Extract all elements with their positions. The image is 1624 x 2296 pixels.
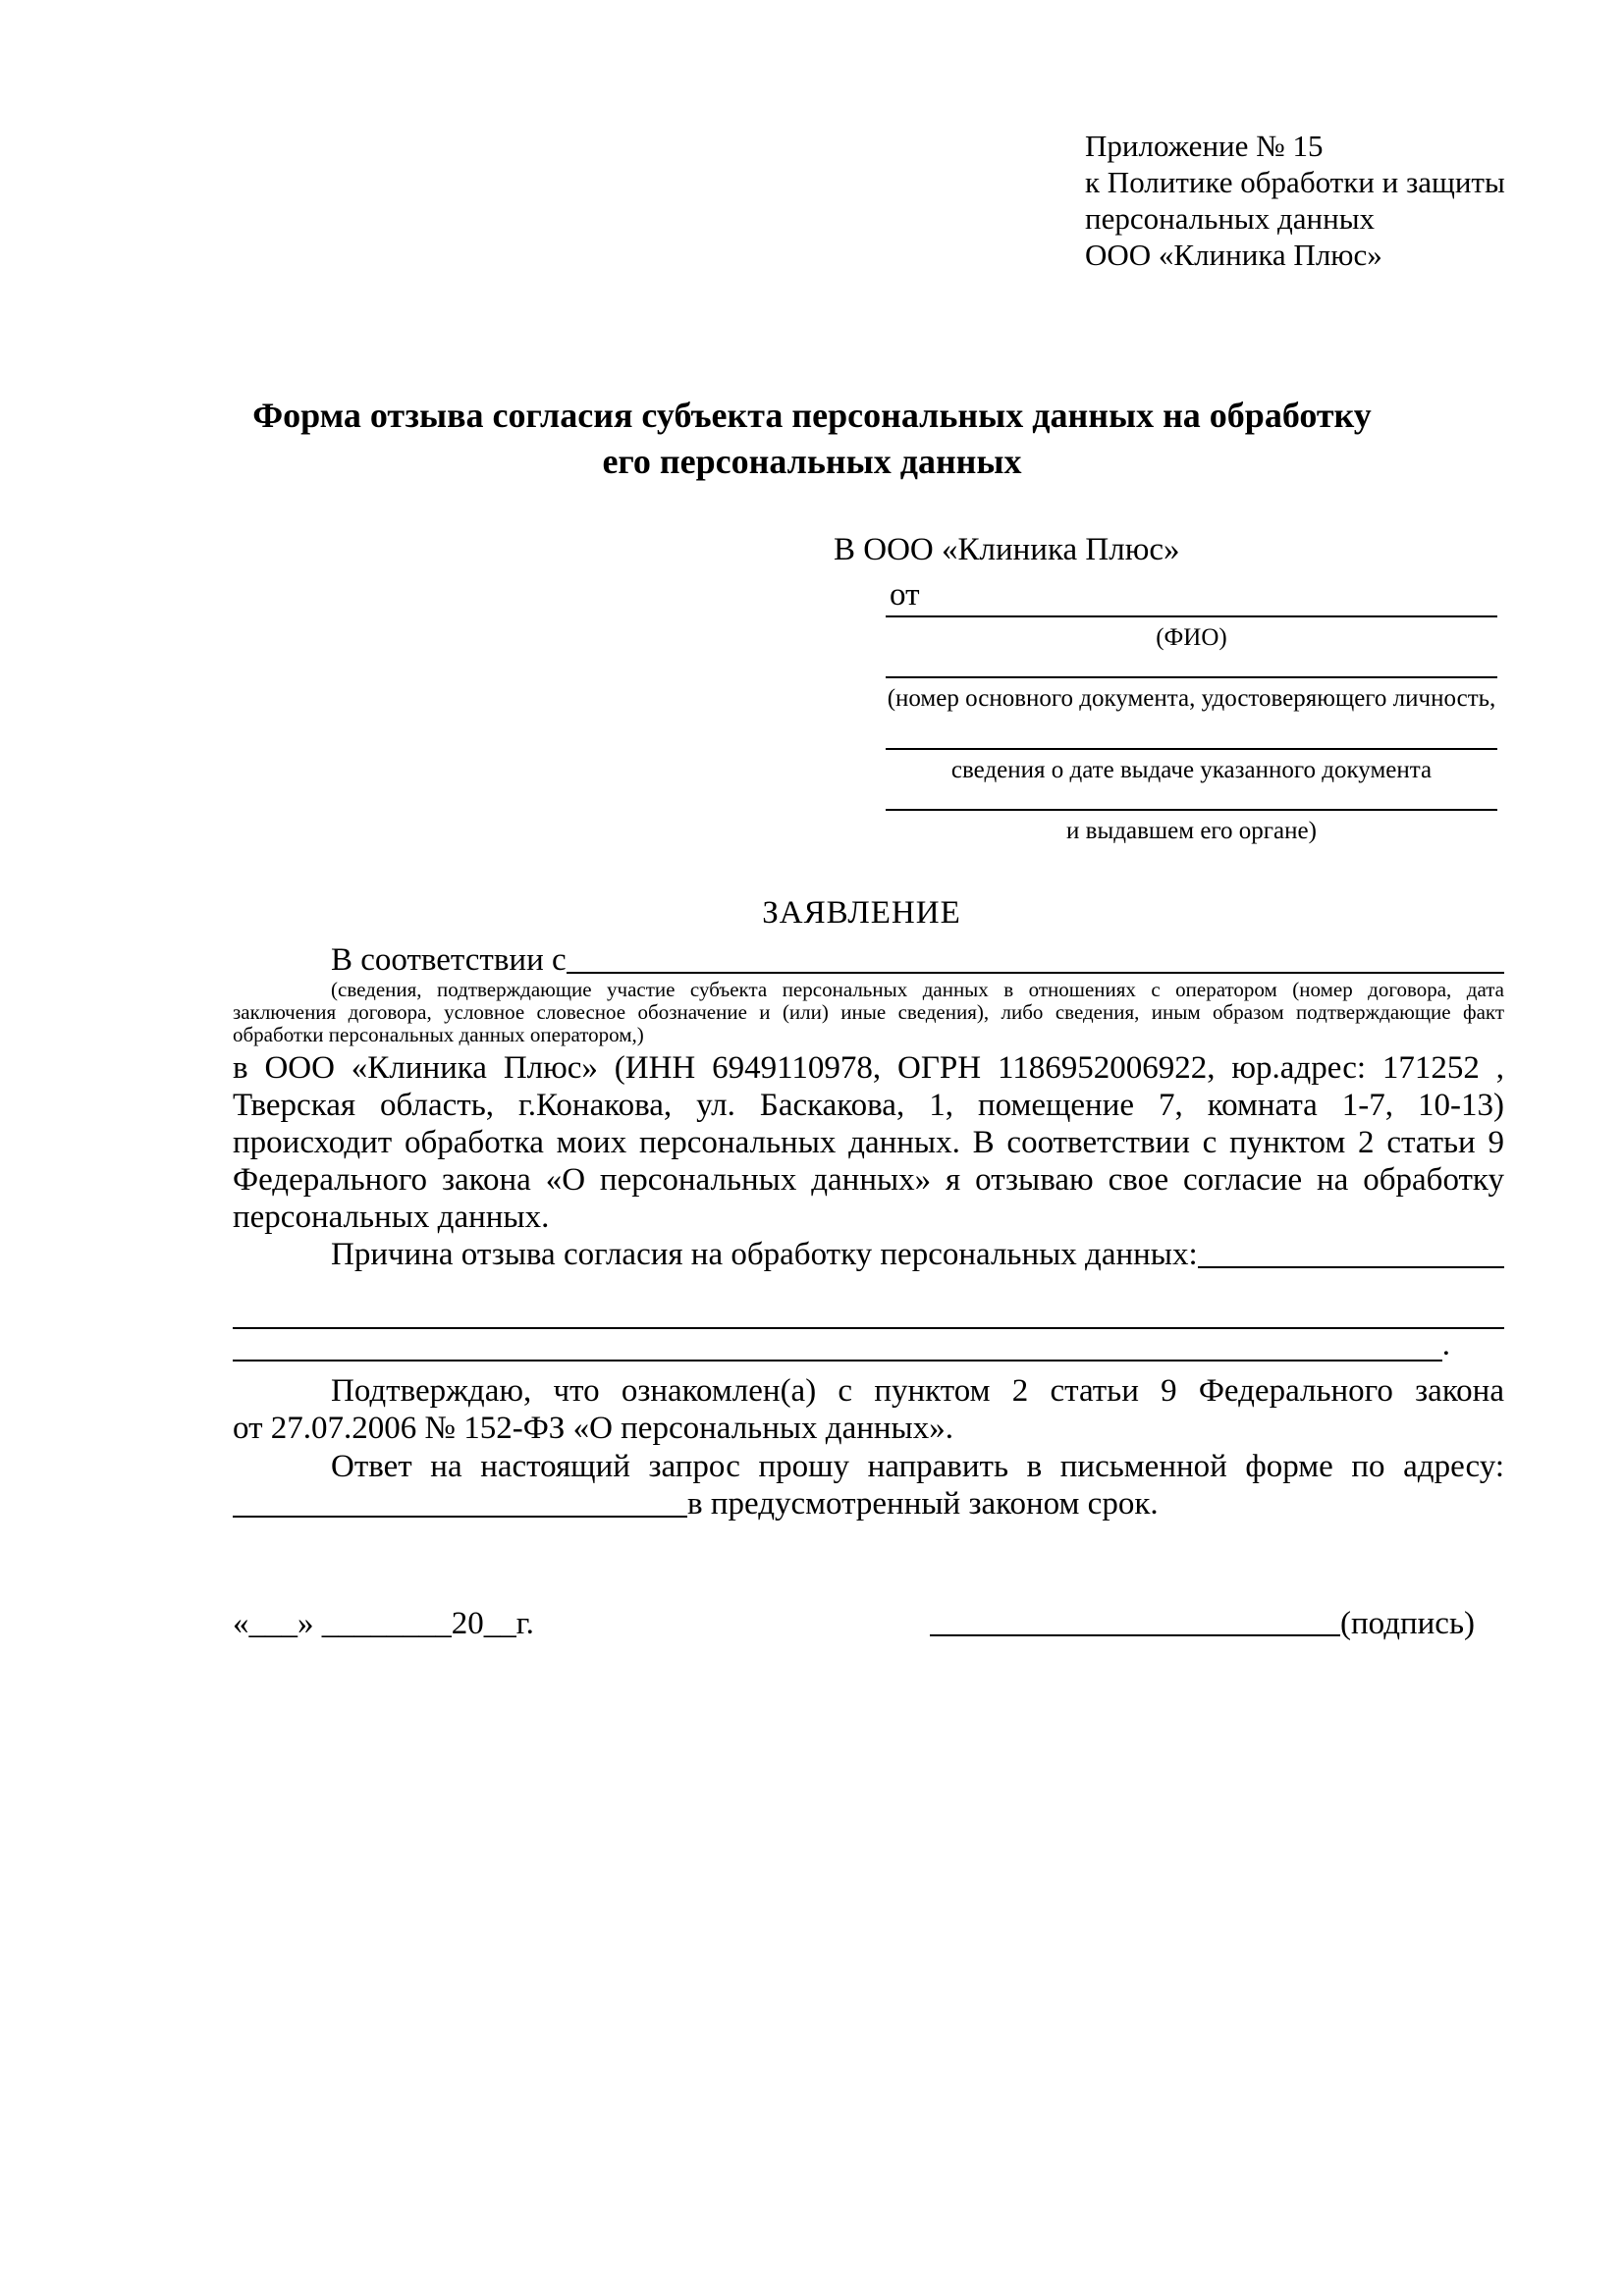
- appendix-line: к Политике обработки и защиты: [1085, 165, 1505, 199]
- reply-tail: в предусмотренный законом срок.: [687, 1486, 1159, 1522]
- confirmation-paragraph: [233, 1372, 1504, 1447]
- confirmation-line: Подтверждаю, что ознакомлен(а) с пунктом 2 статьи 9 Федерального закона: [331, 1373, 1504, 1409]
- blank-field-fio: [886, 615, 1497, 617]
- appendix-line: Приложение № 15: [1085, 129, 1324, 163]
- signature-group: [930, 1604, 1475, 1643]
- reason-label: Причина отзыва согласия на обработку персональных данных:: [331, 1237, 1198, 1272]
- appendix-line: персональных данных: [1085, 201, 1376, 236]
- body-line: происходит обработка моих персональных данных. В соответствии с пунктом 2 статьи 9: [233, 1125, 1504, 1160]
- confirmation-line: от 27.07.2006 № 152-ФЗ «О персональных данных».: [233, 1411, 953, 1446]
- appendix-line: ООО «Клиника Плюс»: [1085, 238, 1382, 272]
- field-caption-document-number: (номер основного документа, удостоверяющего личность,: [887, 685, 1496, 712]
- reply-address-row: [233, 1485, 1504, 1522]
- body-line: Тверская область, г.Конакова, ул. Баскакова, 1, помещение 7, комната 1-7, 10-13): [233, 1088, 1504, 1123]
- blank-field-reason: [1198, 1236, 1504, 1268]
- body-paragraph: [233, 1049, 1504, 1236]
- addressee-to: В ООО «Клиника Плюс»: [834, 532, 1180, 567]
- appendix-header: [1085, 128, 1505, 273]
- blank-field-address: [233, 1485, 687, 1518]
- document-title: [0, 393, 1624, 485]
- blank-field-reason-continued: [233, 1360, 1442, 1362]
- blank-field-issue-date: [886, 748, 1497, 750]
- reply-line: Ответ на настоящий запрос прошу направить в письменной форме по адресу:: [331, 1449, 1504, 1484]
- accordance-note: [233, 979, 1504, 1046]
- date-signature-row: [233, 1604, 1475, 1643]
- signature-caption: (подпись): [1340, 1606, 1475, 1641]
- title-line: его персональных данных: [602, 442, 1022, 481]
- addressee-block: [834, 531, 1497, 845]
- reply-paragraph: [233, 1448, 1504, 1522]
- body-line: Федерального закона «О персональных данных» я отзываю свое согласие на обработку: [233, 1162, 1504, 1198]
- body-line: персональных данных.: [233, 1200, 550, 1235]
- blank-line-reason-2: [233, 1327, 1450, 1362]
- body-line: в ООО «Клиника Плюс» (ИНН 6949110978, ОГРН 1186952006922, юр.адрес: 171252 ,: [233, 1050, 1504, 1086]
- blank-line-period: .: [1441, 1327, 1450, 1362]
- date-line: «___» ________20__г.: [233, 1606, 534, 1641]
- statement-heading: ЗАЯВЛЕНИЕ: [762, 895, 961, 931]
- blank-field-issuing-authority: [886, 809, 1497, 811]
- addressee-from-label: от: [890, 577, 920, 613]
- note-line: (сведения, подтверждающие участие субъекта персональных данных в отношениях с оператором (номер договора, дата: [331, 978, 1504, 1001]
- note-line: обработки персональных данных оператором,): [233, 1023, 644, 1046]
- reason-row: [233, 1236, 1504, 1273]
- accordance-label: В соответствии с: [331, 942, 567, 978]
- blank-line-reason-1: [233, 1290, 1504, 1329]
- accordance-row: [233, 941, 1504, 979]
- blank-field-signature: [930, 1634, 1340, 1636]
- note-line: заключения договора, условное словесное обозначение и (или) иные сведения), либо сведения, иным образом подтверждающие факт: [233, 1000, 1504, 1024]
- blank-field-accordance: [567, 941, 1504, 974]
- title-line: Форма отзыва согласия субъекта персональных данных на обработку: [252, 396, 1372, 435]
- field-caption-issue-date: сведения о дате выдаче указанного документа: [950, 757, 1433, 783]
- field-caption-fio: (ФИО): [1156, 624, 1227, 651]
- field-caption-issuing-authority: и выдавшем его органе): [1066, 818, 1317, 844]
- blank-field-document-number: [886, 676, 1497, 678]
